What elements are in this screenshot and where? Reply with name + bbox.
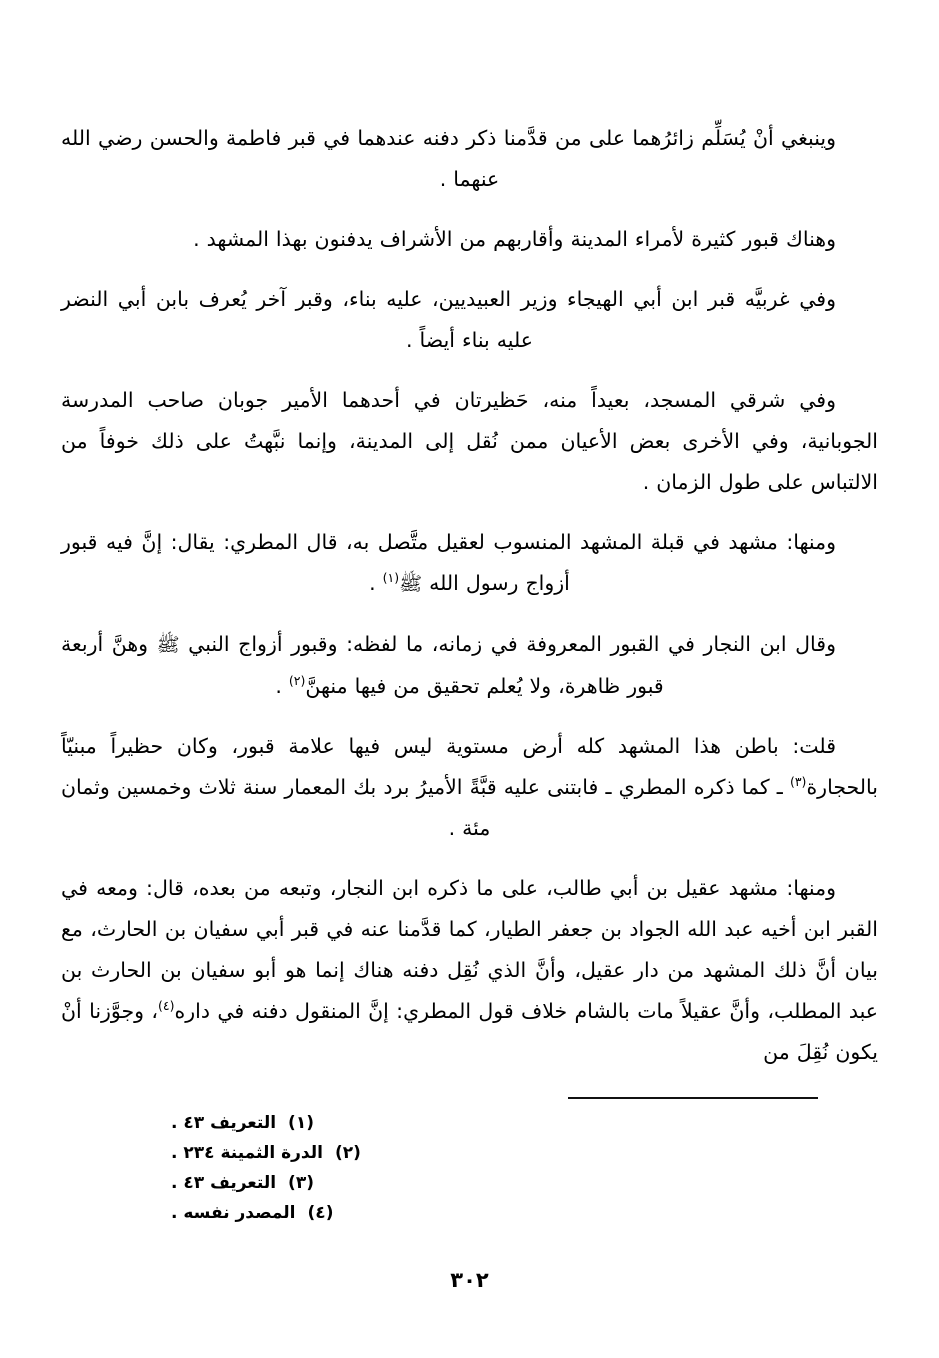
paragraph-8-text-tail: ، وجوَّزنا أنْ يكون نُقِلَ من	[61, 999, 878, 1064]
salawat-glyph-icon: ﷺ	[156, 634, 180, 656]
paragraph-1-text: وينبغي أنْ يُسَلِّم زائرُهما على من قدَّمنا ذكر دفنه عندهما في قبر فاطمة والحسن رضي الله عنهما .	[61, 126, 836, 191]
paragraph-4-text: وفي شرقي المسجد، بعيداً منه، حَظيرتان في أحدهما الأمير جوبان صاحب المدرسة الجوبانية، وفي الأخرى بعض الأعيان ممن نُقل إلى المدينة، وإنما نبَّهتُ على ذلك خوفاً من الالتباس على طول الزمان .	[61, 388, 878, 494]
paragraph-7-text-lead: قلت: باطن هذا المشهد كله أرض مستوية ليس فيها علامة قبور، وكان حظيراً مبنيّاً بالحجارة	[61, 734, 878, 799]
paragraph-1	[61, 118, 878, 200]
footnote-text: المصدر نفسه .	[171, 1203, 296, 1223]
footnote-text: الدرة الثمينة ٢٣٤ .	[171, 1143, 323, 1163]
footnote-separator-rule	[568, 1097, 818, 1099]
footnote-item	[171, 1198, 878, 1228]
footnote-text: التعريف ٤٣ .	[171, 1113, 277, 1133]
paragraph-5-text-lead: ومنها: مشهد في قبلة المشهد المنسوب لعقيل متَّصل به، قال المطري: يقال: إنَّ فيه قبور أزواج رسول الله	[61, 530, 836, 595]
salawat-glyph-icon: ﷺ	[399, 573, 423, 595]
paragraph-2-text: وهناك قبور كثيرة لأمراء المدينة وأقاربهم من الأشراف يدفنون بهذا المشهد .	[193, 227, 836, 251]
paragraph-6	[61, 624, 878, 707]
paragraph-3	[61, 279, 878, 361]
footnote-number: (٤)	[307, 1203, 334, 1223]
footnote-list	[61, 1108, 878, 1228]
paragraph-7	[61, 726, 878, 849]
footnote-ref-2[interactable]: (٢)	[288, 673, 306, 689]
paragraph-3-text: وفي غربيَّه قبر ابن أبي الهيجاء وزير العبيديين، عليه بناء، وقبر آخر يُعرف بابن أبي النضر عليه بناء أيضاً .	[61, 287, 836, 352]
paragraph-6-text-tail: .	[275, 674, 289, 698]
footnote-item	[171, 1168, 878, 1198]
paragraph-6-text-mid: وهنَّ أربعة قبور ظاهرة، ولا يُعلم تحقيق من فيها منهنَّ	[61, 632, 664, 698]
footnote-number: (٣)	[288, 1173, 314, 1193]
paragraph-8-text-lead: ومنها: مشهد عقيل بن أبي طالب، على ما ذكره ابن النجار، وتبعه من بعده، قال: ومعه في القبر ابن أخيه عبد الله الجواد بن جعفر الطيار، كما قدَّمنا عنه في قبر أبي سفيان بن الحارث، مع بيان أنَّ ذلك المشهد من دار عقيل، وأنَّ الذي نُقِل دفنه هناك إنما هو أبو سفيان بن الحارث بن عبد المطلب، وأنَّ عقيلاً مات بالشام خلاف قول المطري: إنَّ المنقول دفنه في داره	[61, 876, 878, 1023]
footnote-ref-1[interactable]: (١)	[382, 570, 400, 586]
page-number: ٣٠٢	[450, 1268, 489, 1292]
footnote-text: التعريف ٤٣ .	[171, 1173, 277, 1193]
paragraph-7-text-tail: ـ كما ذكره المطري ـ فابتنى عليه قبَّةً الأميرُ برد بك المعمار سنة ثلاث وخمسين وثمان مئة .	[61, 775, 790, 840]
paragraph-4	[61, 380, 878, 503]
footnote-ref-3[interactable]: (٣)	[789, 774, 807, 790]
footnote-ref-4[interactable]: (٤)	[158, 998, 175, 1014]
paragraph-2	[61, 219, 878, 260]
paragraph-5	[61, 522, 878, 605]
paragraph-5-text-tail: .	[369, 571, 383, 595]
paragraph-6-text-lead: وقال ابن النجار في القبور المعروفة في زمانه، ما لفظه: وقبور أزواج النبي	[179, 632, 836, 656]
paragraph-8	[61, 868, 878, 1073]
footnote-number: (١)	[288, 1113, 314, 1133]
footnote-item	[171, 1108, 878, 1138]
text-body	[61, 118, 878, 1092]
footnote-item	[171, 1138, 878, 1168]
footnote-number: (٢)	[334, 1143, 361, 1163]
